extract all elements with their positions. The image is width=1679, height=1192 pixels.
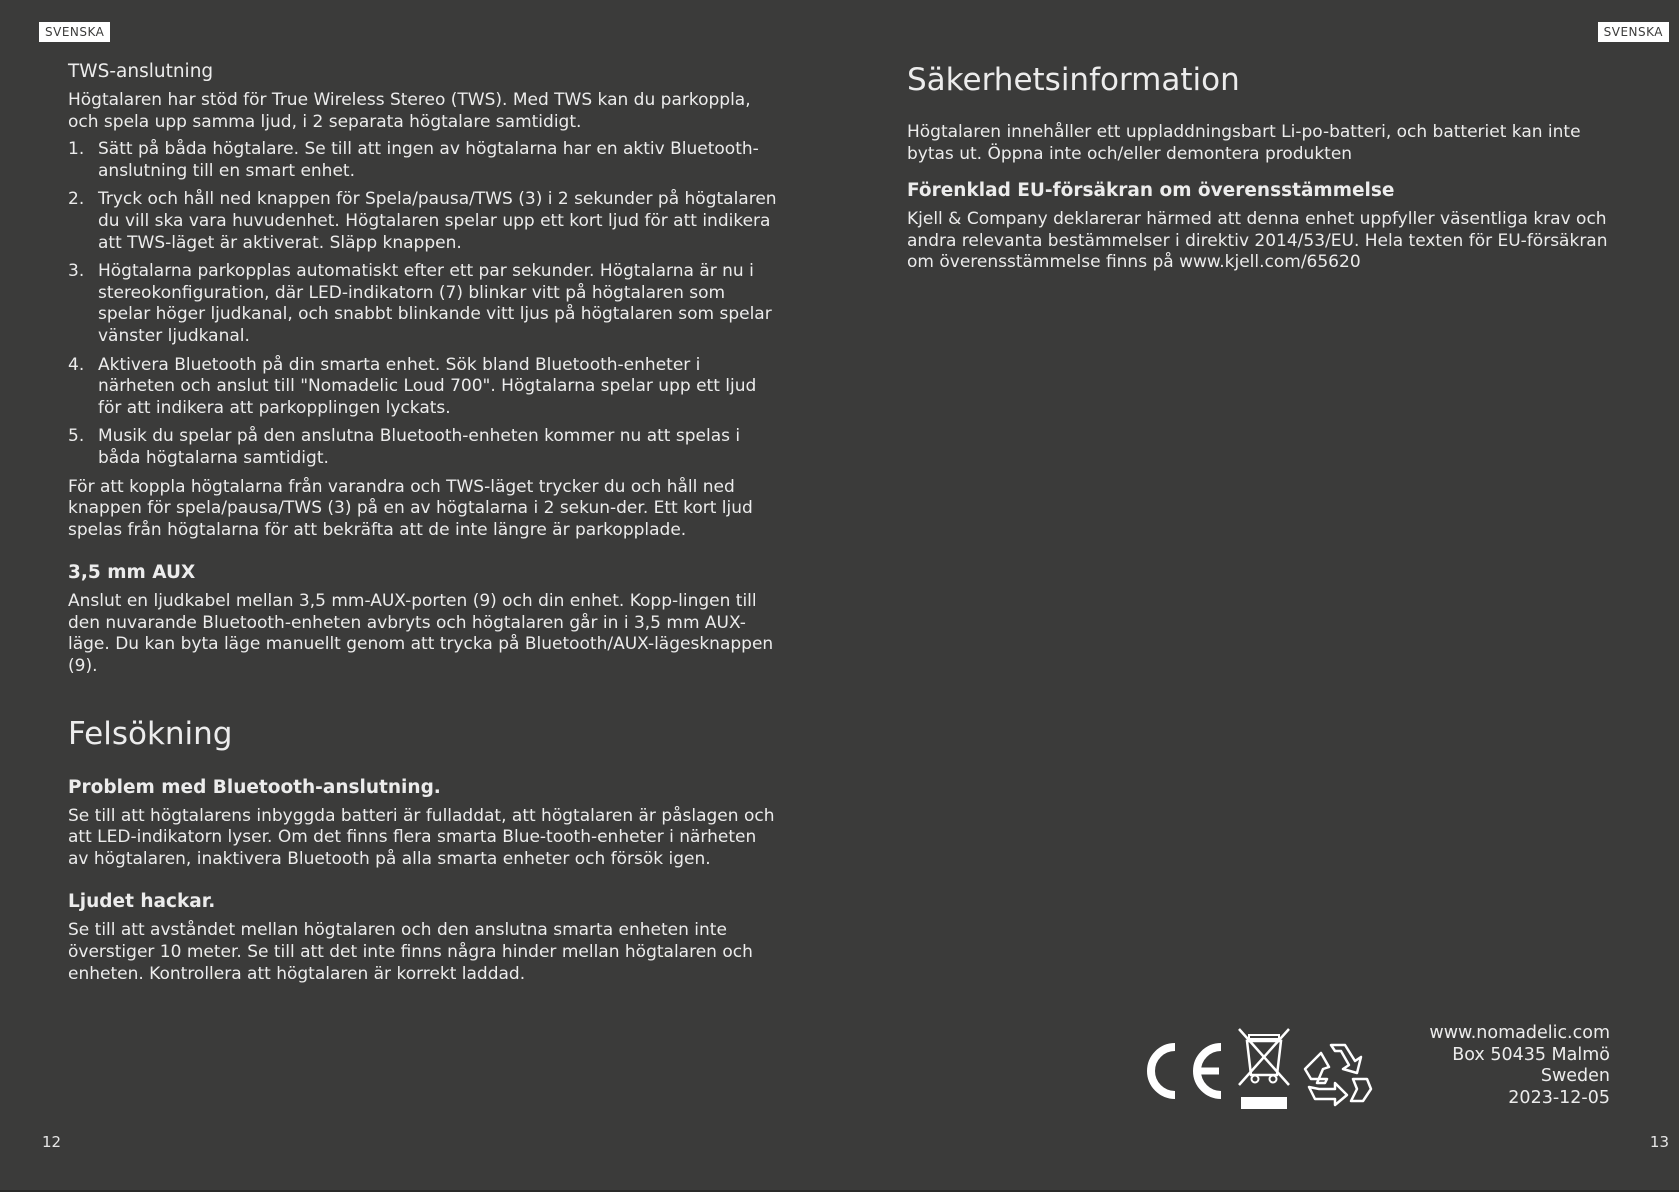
step-number: 4.: [68, 354, 85, 375]
aux-heading: 3,5 mm AUX: [68, 562, 196, 584]
right-page: [839, 0, 1679, 1192]
step-number: 3.: [68, 261, 85, 282]
bluetooth-problem-text: Se till att högtalarens inbyggda batteri är fulladdat, att högtalaren är påslagen och att LED-indikatorn lyser. Om det finns flera smarta Blue-tooth-enheter i närheten av högtalaren, inaktivera Bluetooth på alla smarta enheter och försök igen.: [68, 805, 775, 869]
step-text: Tryck och håll ned knappen för Spela/pausa/TWS (3) i 2 sekunder på högtalaren du vill ska vara huvudenhet. Högtalaren spelar upp ett kort ljud för att indikera att TWS-läget är aktiverat. Släpp knappen.: [98, 189, 777, 253]
step-text: Musik du spelar på den anslutna Bluetooth-enheten kommer nu att spelas i båda högtalarna samtidigt.: [98, 426, 741, 468]
safety-text: Högtalaren innehåller ett uppladdningsbart Li-po-batteri, och batteriet kan inte bytas ut. Öppna inte och/eller demontera produkten: [907, 122, 1581, 164]
tws-intro: Högtalaren har stöd för True Wireless Stereo (TWS). Med TWS kan du parkoppla, och spela upp samma ljud, i 2 separata högtalare samtidigt.: [68, 90, 751, 132]
aux-text: Anslut en ljudkabel mellan 3,5 mm-AUX-porten (9) och din enhet. Kopp-lingen till den nuvarande Bluetooth-enheten avbryts och högtalaren går in i 3,5 mm AUX-läge. Du kan byta läge manuellt genom att trycka på Bluetooth/AUX-lägesknappen (9).: [68, 591, 774, 677]
recycle-icon: [1301, 1039, 1375, 1107]
date-text: 2023-12-05: [1508, 1087, 1610, 1108]
language-tag: SVENSKA: [39, 22, 110, 42]
list-item: [68, 189, 780, 254]
postal-box-text: Box 50435 Malmö: [1452, 1044, 1610, 1065]
tws-heading: TWS-anslutning: [68, 61, 214, 82]
safety-title: Säkerhetsinformation: [907, 62, 1240, 98]
manufacturer-address: [1429, 1023, 1610, 1109]
eu-declaration-text: Kjell & Company deklarerar härmed att denna enhet uppfyller väsentliga krav och andra relevanta bestämmelser i direktiv 2014/53/EU. Hela texten för EU-försäkran om överensstämmelse finns på www.kjell.com/65620: [907, 209, 1608, 273]
list-item: [68, 355, 780, 420]
page-number: 12: [42, 1133, 62, 1151]
step-text: Högtalarna parkopplas automatiskt efter ett par sekunder. Högtalarna är nu i stereokonfiguration, där LED-indikatorn (7) blinkar vitt på högtalaren som spelar höger ljudkanal, och snabbt blinkande vitt ljus på högtalaren som spelar vänster ljudkanal.: [98, 261, 772, 346]
left-page: [0, 0, 839, 1192]
country-text: Sweden: [1540, 1066, 1610, 1087]
website-text: www.nomadelic.com: [1429, 1023, 1610, 1043]
step-text: Aktivera Bluetooth på din smarta enhet. Sök bland Bluetooth-enheter i närheten och anslut till "Nomadelic Loud 700". Högtalarna spelar upp ett ljud för att indikera att parkopplingen lyckats.: [98, 354, 757, 418]
right-content: [907, 60, 1619, 280]
troubleshooting-title: Felsökning: [68, 715, 233, 752]
step-number: 2.: [68, 189, 85, 210]
step-text: Sätt på båda högtalare. Se till att ingen av högtalarna har en aktiv Bluetooth-anslutning till en smart enhet.: [98, 139, 759, 181]
eu-declaration-heading: Förenklad EU-försäkran om överensstämmelse: [907, 180, 1395, 202]
bluetooth-problem-heading: Problem med Bluetooth-anslutning.: [68, 776, 441, 798]
tws-outro: För att koppla högtalarna från varandra och TWS-läget trycker du och håll ned knappen för spela/pausa/TWS (3) på en av högtalarna i 2 sekun-der. Ett kort ljud spelas från högtalarna för att bekräfta att de inte längre är parkopplade.: [68, 476, 753, 540]
tws-steps: [68, 139, 780, 469]
step-number: 1.: [68, 139, 85, 160]
list-item: [68, 261, 780, 347]
weee-crossed-bin-icon: [1235, 1027, 1293, 1111]
left-content: [68, 60, 780, 991]
list-item: [68, 139, 780, 182]
list-item: [68, 426, 780, 469]
page-number: 13: [1649, 1133, 1669, 1151]
step-number: 5.: [68, 426, 85, 447]
sound-problem-heading: Ljudet hackar.: [68, 891, 216, 913]
language-tag: SVENSKA: [1598, 22, 1669, 42]
ce-mark-icon: [1141, 1043, 1227, 1099]
sound-problem-text: Se till att avståndet mellan högtalaren och den anslutna smarta enheten inte överstiger 10 meter. Se till att det inte finns några hinder mellan högtalaren och enheten. Kontrollera att högtalaren är korrekt laddad.: [68, 920, 753, 984]
